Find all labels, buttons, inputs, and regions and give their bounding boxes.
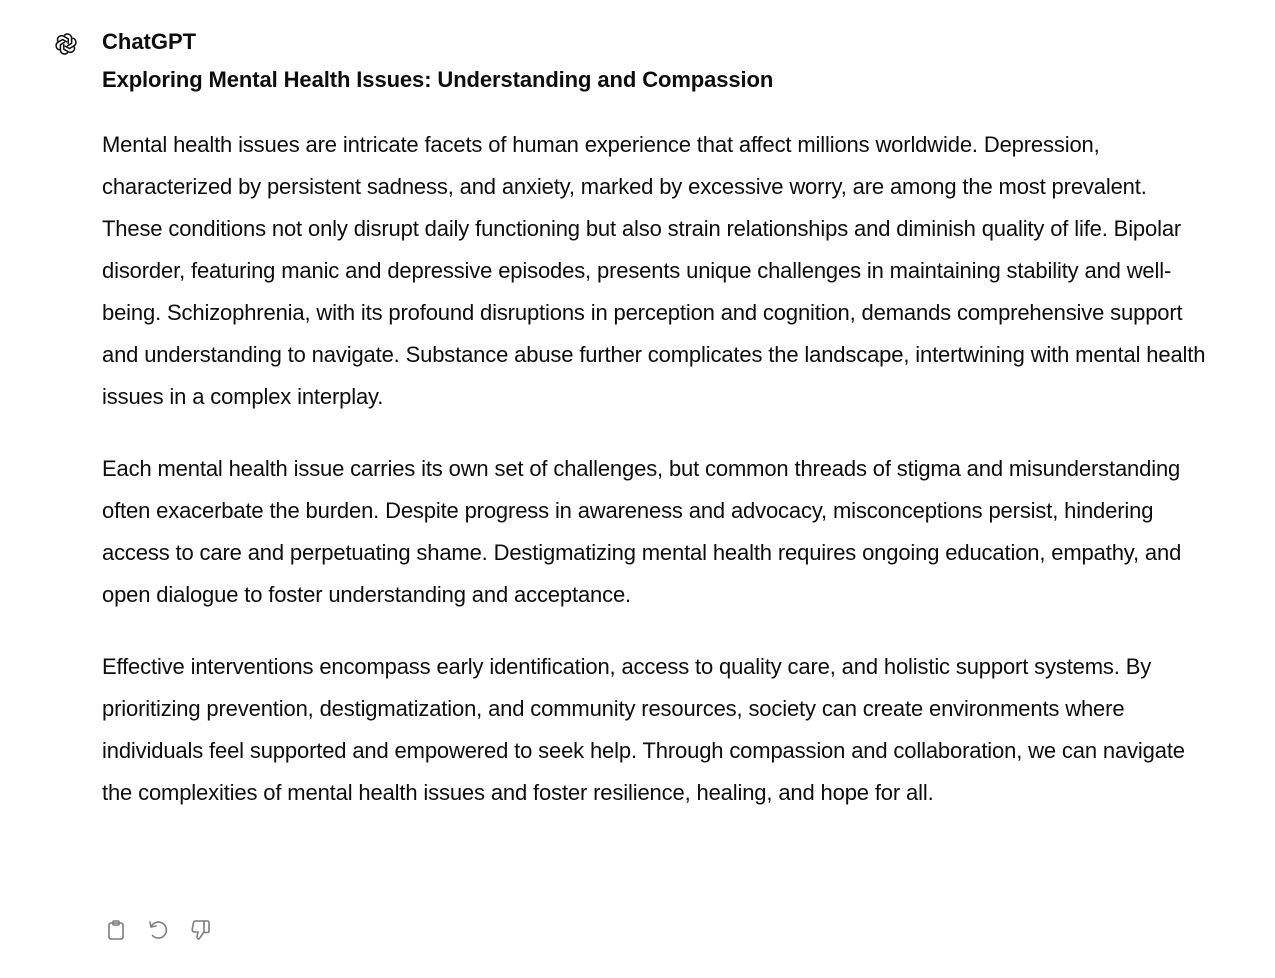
copy-button[interactable] <box>102 915 130 945</box>
openai-logo-icon <box>52 30 80 58</box>
regenerate-icon <box>146 918 170 942</box>
sender-name: ChatGPT <box>102 29 197 54</box>
chatgpt-avatar <box>50 28 82 60</box>
message-paragraph-3: Effective interventions encompass early identification, access to quality care, and holistic support systems. By prioritizing prevention, destigmatization, and community resources, society can create environments where individuals feel supported and empowered to seek help. Through compassion and collaboration, we can navigate the complexities of mental health issues and foster resilience, healing, and hope for all. <box>102 654 1185 805</box>
dislike-button[interactable] <box>186 915 214 945</box>
thumbs-down-icon <box>188 918 212 942</box>
message-paragraph-1: Mental health issues are intricate facets of human experience that affect millions worldwide. Depression, characterized by persistent sadness, and anxiety, marked by excessive worry, are among the most prevalent. These conditions not only disrupt daily functioning but also strain relationships and diminish quality of life. Bipolar disorder, featuring manic and depressive episodes, presents unique challenges in maintaining stability and well-being. Schizophrenia, with its profound disruptions in perception and cognition, demands comprehensive support and understanding to navigate. Substance abuse further complicates the landscape, intertwining with mental health issues in a complex interplay. <box>102 132 1206 409</box>
regenerate-button[interactable] <box>144 915 172 945</box>
clipboard-icon <box>104 918 128 942</box>
message-paragraph-2: Each mental health issue carries its own set of challenges, but common threads of stigma and misunderstanding often exacerbate the burden. Despite progress in awareness and advocacy, misconceptions persist, hindering access to care and perpetuating shame. Destigmatizing mental health requires ongoing education, empathy, and open dialogue to foster understanding and acceptance. <box>102 456 1182 607</box>
message-content <box>102 66 1212 844</box>
message-actions <box>102 915 214 945</box>
message-heading: Exploring Mental Health Issues: Understanding and Compassion <box>102 67 774 92</box>
